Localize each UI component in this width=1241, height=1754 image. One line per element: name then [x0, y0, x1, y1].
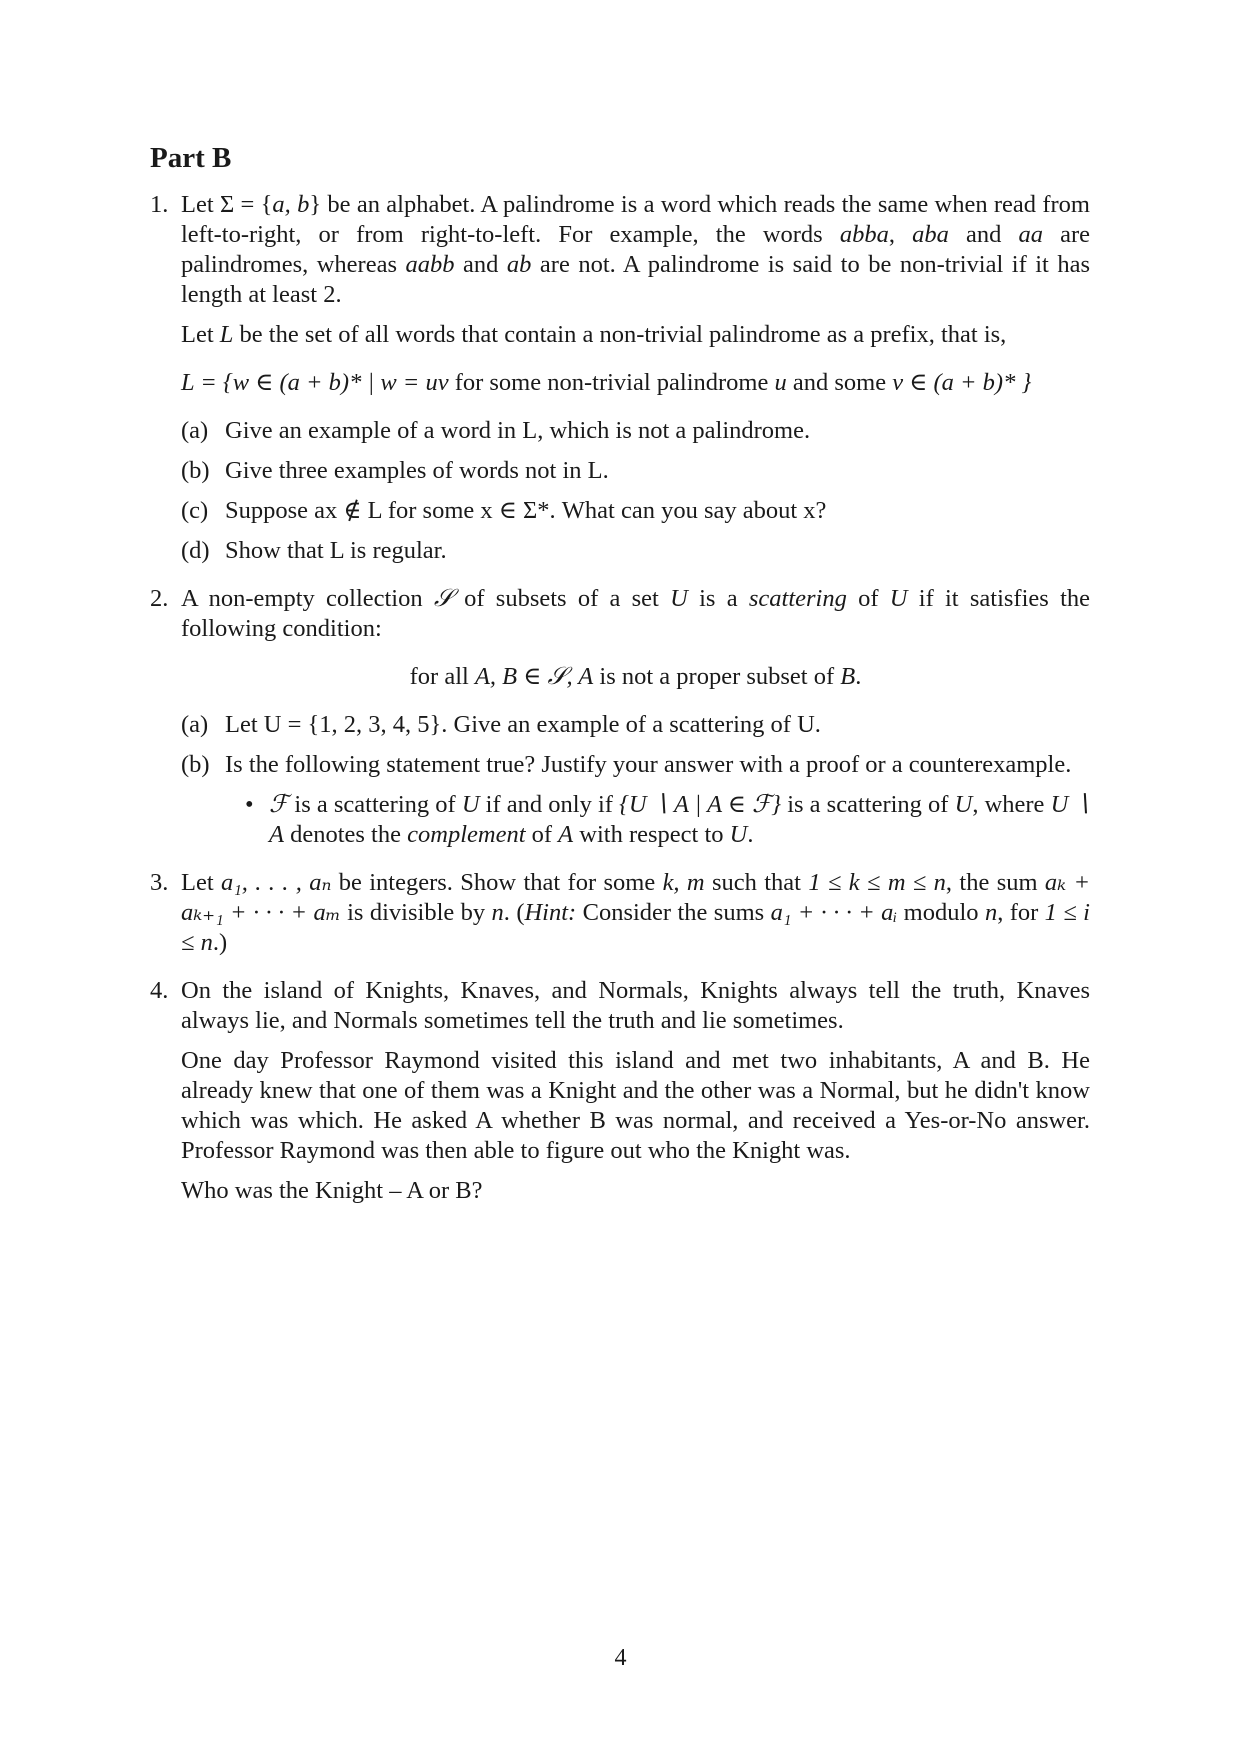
problem-3 [150, 868, 1090, 958]
subitem: (a) Let U = {1, 2, 3, 4, 5}. Give an example of a scattering of U. [181, 711, 821, 738]
problem-4 [150, 976, 1090, 1206]
problem-number: 2. [150, 585, 169, 612]
bullet-item: • ℱ is a scattering of U if and only if {U ∖ A | A ∈ ℱ} is a scattering of U, where U ∖ A denotes the complement of A with respect to U. [245, 791, 1090, 848]
problem-4-paragraph: One day Professor Raymond visited this island and met two inhabitants, A and B. He already knew that one of them was a Knight and the other was a Normal, but he didn't know which was which. He asked A whether B was normal, and received a Yes-or-No answer. Professor Raymond was then able to figure out who the Knight was. [181, 1047, 1090, 1164]
section-title: Part B [150, 142, 232, 174]
problem-1 [150, 190, 1090, 566]
subitem: (b) Give three examples of words not in L. [181, 457, 609, 484]
problem-4-question: Who was the Knight – A or B? [181, 1177, 483, 1204]
problem-number: 3. [150, 869, 169, 896]
scattering-condition-formula: for all A, B ∈ 𝒮, A is not a proper subset of B. [409, 663, 862, 690]
problem-1-definition: Let L be the set of all words that contain a non-trivial palindrome as a prefix, that is, [181, 321, 1007, 348]
problem-2-intro: A non-empty collection 𝒮 of subsets of a set U is a scattering of U if it satisfies the following condition: [181, 585, 1090, 642]
subitem: (b) Is the following statement true? Justify your answer with a proof or a counterexample. [181, 751, 1072, 778]
subitem: (c) Suppose ax ∉ L for some x ∈ Σ*. What can you say about x? [181, 497, 827, 524]
problem-2-subitems [181, 710, 1090, 780]
problem-1-intro: Let Σ = {a, b} be an alphabet. A palindrome is a word which reads the same when read from left-to-right, or from right-to-left. For example, the words abba, aba and aa are palindromes, whereas aabb and ab are not. A palindrome is said to be non-trivial if it has length at least 2. [181, 191, 1091, 308]
problem-3-text: Let a₁, . . . , aₙ be integers. Show that for some k, m such that 1 ≤ k ≤ m ≤ n, the sum aₖ + aₖ₊₁ + · · · + aₘ is divisible by n. (Hint: Consider the sums a₁ + · · · + aᵢ modulo n, for 1 ≤ i ≤ n.) [181, 869, 1090, 956]
subitem: (a) Give an example of a word in L, which is not a palindrome. [181, 417, 811, 444]
problem-2 [150, 584, 1090, 850]
subitem: (d) Show that L is regular. [181, 537, 447, 564]
problem-number: 4. [150, 977, 169, 1004]
problem-1-subitems [181, 416, 1090, 566]
page-number: 4 [614, 1645, 627, 1671]
problem-4-paragraph: On the island of Knights, Knaves, and Normals, Knights always tell the truth, Knaves always lie, and Normals sometimes tell the truth and lie sometimes. [181, 977, 1090, 1034]
problem-2-bullets [181, 790, 1090, 850]
bullet-icon: • [245, 791, 254, 818]
problem-number: 1. [150, 191, 169, 218]
language-definition-formula: L = {w ∈ (a + b)* | w = uv for some non-trivial palindrome u and some v ∈ (a + b)* } [181, 369, 1032, 396]
page-content [150, 140, 1090, 1224]
